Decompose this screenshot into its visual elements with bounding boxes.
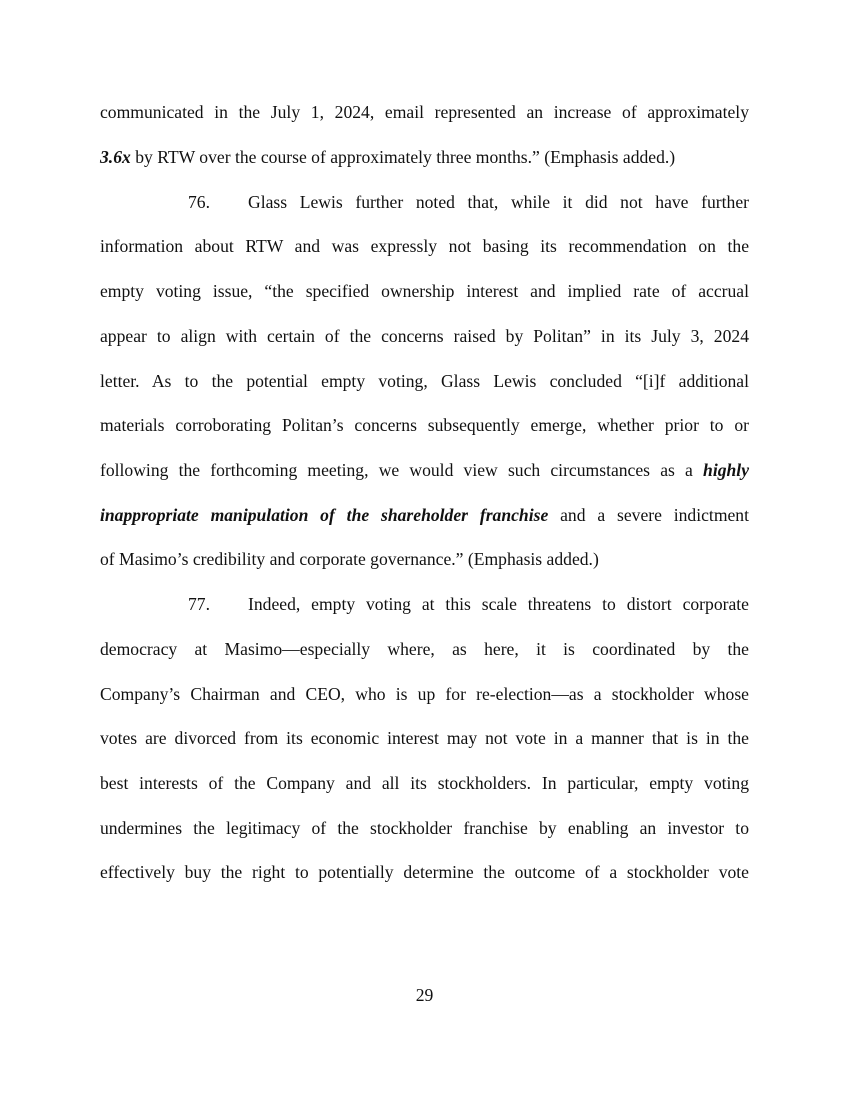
line-text: communicated in the July 1, 2024, email represented an increase of approximately	[100, 102, 749, 122]
paragraph-77-first-line	[100, 593, 749, 615]
line-text: Company’s Chairman and CEO, who is up for re-election—as a stockholder whose	[100, 684, 749, 704]
paragraph-number: 77.	[188, 594, 210, 614]
text-line-6	[100, 325, 749, 347]
line-text: effectively buy the right to potentially determine the outcome of a stockholder vote	[100, 862, 749, 882]
text-line-5	[100, 280, 749, 302]
text-line-4	[100, 235, 749, 257]
paragraph-number: 76.	[188, 192, 210, 212]
line-text: empty voting issue, “the specified ownership interest and implied rate of accrual	[100, 281, 749, 301]
line-text: votes are divorced from its economic interest may not vote in a manner that is in the	[100, 728, 749, 748]
line-text: of Masimo’s credibility and corporate governance.” (Emphasis added.)	[100, 549, 599, 569]
line-text: democracy at Masimo—especially where, as here, it is coordinated by the	[100, 639, 749, 659]
text-line-14	[100, 683, 749, 705]
paragraph-76-first-line	[100, 191, 749, 213]
text-line-17	[100, 817, 749, 839]
text-line-7	[100, 370, 749, 392]
line-text: information about RTW and was expressly not basing its recommendation on the	[100, 236, 749, 256]
text-line-8	[100, 414, 749, 436]
emphasis-text: 3.6x	[100, 147, 131, 167]
text-line-15	[100, 727, 749, 749]
line-text: appear to align with certain of the concerns raised by Politan” in its July 3, 2024	[100, 326, 749, 346]
line-text: Glass Lewis further noted that, while it did not have further	[248, 192, 749, 212]
text-line-11	[100, 548, 749, 570]
line-text: undermines the legitimacy of the stockholder franchise by enabling an investor to	[100, 818, 749, 838]
text-line-16	[100, 772, 749, 794]
text-line-9	[100, 459, 749, 481]
line-text: materials corroborating Politan’s concerns subsequently emerge, whether prior to or	[100, 415, 749, 435]
emphasis-text: inappropriate manipulation of the shareholder franchise	[100, 505, 549, 525]
text-line-13	[100, 638, 749, 660]
line-text: following the forthcoming meeting, we would view such circumstances as a	[100, 460, 704, 480]
line-text: letter. As to the potential empty voting, Glass Lewis concluded “[i]f additional	[100, 371, 749, 391]
line-text: best interests of the Company and all its stockholders. In particular, empty voting	[100, 773, 749, 793]
line-text: and a severe indictment	[548, 505, 749, 525]
text-line-1	[100, 101, 749, 123]
line-text: by RTW over the course of approximately three months.” (Emphasis added.)	[130, 147, 676, 167]
text-line-2	[100, 146, 749, 168]
text-line-10	[100, 504, 749, 526]
line-text: Indeed, empty voting at this scale threatens to distort corporate	[248, 594, 749, 614]
emphasis-text: highly	[703, 460, 749, 480]
page-number: 29	[415, 985, 434, 1005]
text-line-18	[100, 861, 749, 883]
